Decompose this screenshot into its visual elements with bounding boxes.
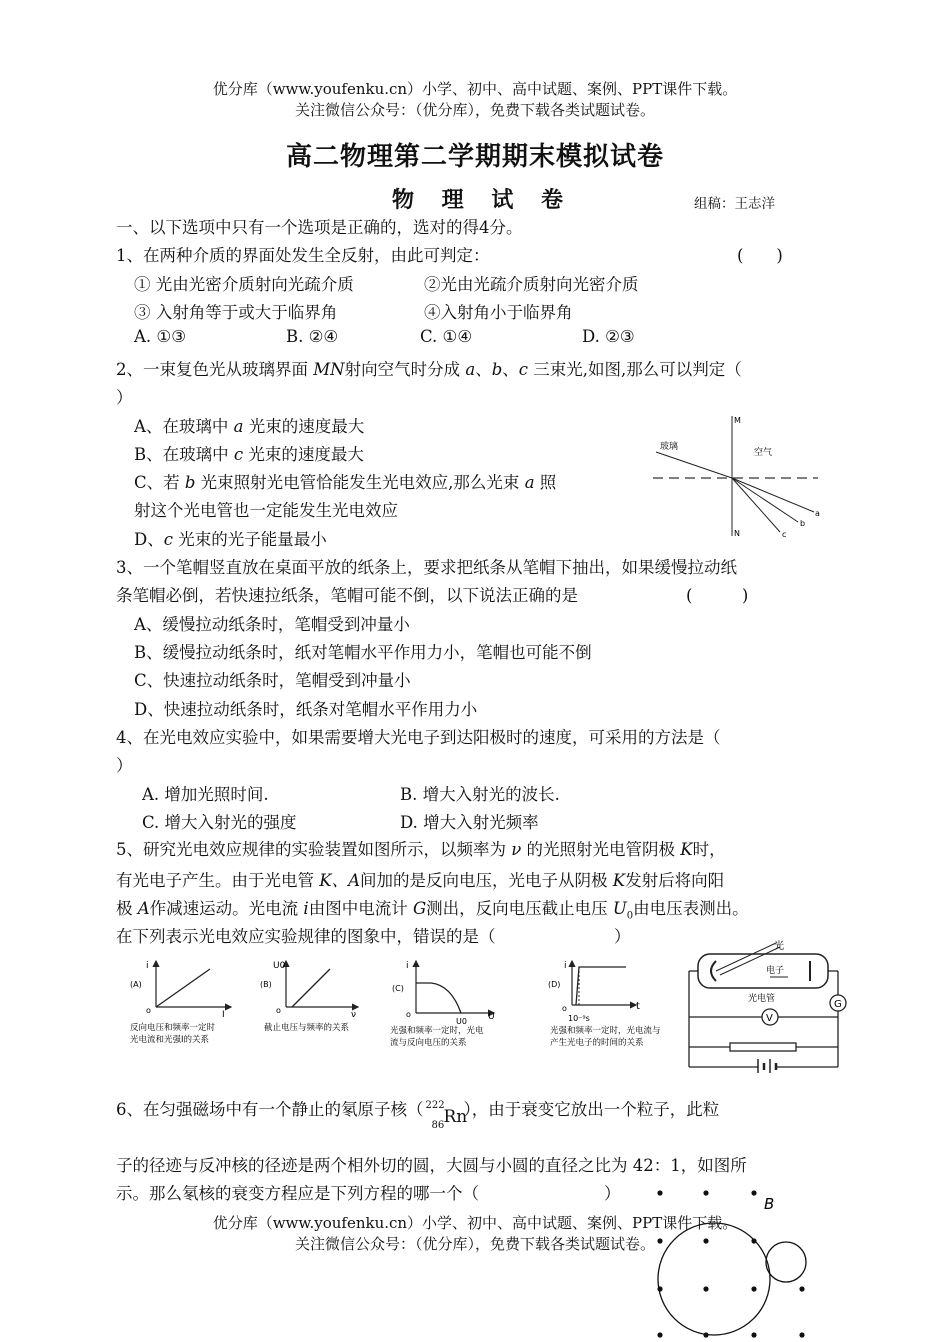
q1-option-b: B. ②④	[286, 327, 339, 346]
svg-text:(D): (D)	[548, 980, 561, 989]
large-circle-track	[658, 1223, 770, 1335]
svg-text:(B): (B)	[260, 980, 272, 989]
svg-text:t: t	[636, 1001, 640, 1012]
svg-text:o: o	[146, 1006, 151, 1015]
q1-statement-3: ③ 入射角等于或大于临界角	[134, 303, 338, 322]
graph-d-curve	[576, 967, 626, 1005]
svg-text:o: o	[562, 1004, 567, 1013]
cathode-k	[711, 961, 716, 981]
q6-stem-line-3-end: ）	[604, 1184, 621, 1203]
graph-a	[130, 961, 231, 1045]
q4-option-c: C. 增大入射光的强度	[142, 813, 297, 832]
graph-c	[390, 961, 495, 1048]
svg-text:G: G	[834, 999, 842, 1010]
svg-text:V: V	[766, 1013, 773, 1024]
q1-answer-paren: ( )	[737, 246, 783, 265]
svg-text:反向电压和频率一定时: 反向电压和频率一定时	[130, 1023, 216, 1033]
q4-stem-line-1: 4、在光电效应实验中，如果需要增大光电子到达阳极时的速度，可采用的方法是（	[116, 728, 721, 747]
q6-stem-line-2: 子的径迹与反冲核的径迹是两个相外切的圆，大圆与小圆的直径之比为 42：1，如图所	[116, 1156, 747, 1175]
svg-text:i: i	[146, 961, 149, 971]
q2-stem: 2、一束复色光从玻璃界面 MN射向空气时分成 a、b、c 三束光,如图,那么可以判定（	[116, 360, 742, 379]
svg-text:光电流和光强I的关系: 光电流和光强I的关系	[130, 1035, 210, 1045]
svg-text:(A): (A)	[130, 980, 142, 989]
svg-text:i: i	[564, 961, 567, 971]
page-subtitle: 物 理 试 卷	[392, 187, 573, 213]
label-air: 空气	[754, 448, 773, 458]
svg-text:(C): (C)	[392, 984, 404, 993]
label-n: N	[734, 529, 740, 538]
q1-option-d: D. ②③	[582, 327, 635, 346]
q2-option-d: D、c 光束的光子能量最小	[134, 530, 327, 549]
svg-text:i: i	[406, 961, 409, 971]
q1-statement-4: ④入射角小于临界角	[424, 303, 573, 322]
graph-b-line	[292, 969, 330, 1007]
q3-stem-line-2: 条笔帽必倒，若快速拉纸条，笔帽可能不倒，以下说法正确的是	[116, 586, 578, 605]
author-credit: 组稿：王志洋	[694, 196, 775, 212]
q3-option-c: C、快速拉动纸条时，笔帽受到冲量小	[134, 671, 411, 690]
footer-line-2: 关注微信公众号：（优分库），免费下载各类试题试卷。	[294, 1235, 655, 1253]
q5-stem-line-3: 极 A作减速运动。光电流 i由图中电流计 G测出，反向电压截止电压 $U_0$由电压表测出。	[116, 899, 749, 922]
svg-text:光电管: 光电管	[748, 994, 776, 1004]
q3-stem-line-1: 3、一个笔帽竖直放在桌面平放的纸条上，要求把纸条从笔帽下抽出，如果缓慢拉动纸	[116, 558, 737, 577]
small-circle-track	[766, 1242, 806, 1282]
page-title: 高二物理第二学期期末模拟试卷	[285, 142, 664, 172]
svg-text:光强和频率一定时，光电流与: 光强和频率一定时，光电流与	[550, 1026, 661, 1036]
q2-option-a: A、在玻璃中 a 光束的速度最大	[134, 417, 365, 436]
q5-stem-line-4-end: ）	[614, 927, 631, 946]
svg-text:产生光电子的时间的关系: 产生光电子的时间的关系	[550, 1038, 644, 1048]
q4-option-d: D. 增大入射光频率	[400, 813, 539, 832]
q3-option-b: B、缓慢拉动纸条时，纸对笔帽水平作用力小，笔帽也可能不倒	[134, 643, 592, 662]
field-dots	[657, 1190, 804, 1337]
svg-text:光: 光	[774, 941, 784, 952]
q1-statement-1: ① 光由光密介质射向光疏介质	[134, 275, 354, 294]
graph-d	[548, 961, 661, 1048]
svg-text:电子: 电子	[766, 966, 785, 976]
svg-text:光强和频率一定时，光电: 光强和频率一定时，光电	[390, 1026, 484, 1036]
graph-a-line	[156, 969, 210, 1007]
q5-stem-line-4: 在下列表示光电效应实验规律的图象中，错误的是（	[116, 927, 496, 946]
phototube	[698, 954, 828, 988]
q4-stem-line-2: ）	[116, 756, 133, 775]
svg-text:截止电压与频率的关系: 截止电压与频率的关系	[264, 1023, 350, 1033]
svg-text:流与反向电压的关系: 流与反向电压的关系	[390, 1038, 467, 1048]
incident-ray	[656, 452, 732, 478]
q1-statement-2: ②光由光疏介质射向光密介质	[424, 275, 639, 294]
q4-option-a: A. 增加光照时间.	[142, 785, 269, 804]
q6-stem-line-1: 6、在匀强磁场中有一个静止的氡原子核（ 222 86 Rn ），由于衰变它放出一个粒子，此粒	[116, 1099, 720, 1131]
q3-option-d: D、快速拉动纸条时，纸条对笔帽水平作用力小	[134, 700, 478, 719]
section-heading: 一、以下选项中只有一个选项是正确的，选对的得4分。	[116, 218, 523, 237]
svg-text:ν: ν	[351, 1010, 357, 1020]
header-line-1: 优分库（www.youfenku.cn）小学、初中、高中试题、案例、PPT课件下载。	[212, 80, 738, 98]
ray-a	[732, 478, 814, 512]
svg-text:10⁻⁹s: 10⁻⁹s	[568, 1014, 590, 1023]
q2-option-c-cont: 射这个光电管也一定能发生光电效应	[134, 501, 398, 520]
footer-line-1: 优分库（www.youfenku.cn）小学、初中、高中试题、案例、PPT课件下载。	[212, 1214, 738, 1232]
refraction-diagram	[648, 408, 823, 543]
graph-b	[260, 961, 358, 1033]
header-line-2: 关注微信公众号：（优分库），免费下载各类试题试卷。	[294, 101, 655, 119]
magnetic-field-diagram	[646, 1185, 826, 1342]
q3-answer-paren: ( )	[686, 586, 749, 605]
graph-c-curve	[416, 983, 461, 1013]
q5-graphs	[126, 955, 686, 1055]
label-m: M	[734, 416, 741, 425]
label-glass: 玻璃	[660, 442, 679, 452]
label-ray-b: b	[800, 519, 806, 528]
rheostat	[730, 1043, 796, 1051]
q1-option-a: A. ①③	[134, 327, 186, 346]
q2-option-b: B、在玻璃中 c 光束的速度最大	[134, 445, 364, 464]
svg-text:I: I	[222, 1010, 225, 1020]
svg-text:U: U	[488, 1012, 495, 1022]
label-ray-a: a	[815, 509, 820, 518]
q1-stem: 1、在两种介质的界面处发生全反射，由此可判定：	[116, 246, 490, 265]
photoelectric-apparatus	[686, 937, 852, 1073]
q3-option-a: A、缓慢拉动纸条时，笔帽受到冲量小	[134, 615, 410, 634]
q1-option-c: C. ①④	[420, 327, 473, 346]
svg-text:o: o	[276, 1006, 281, 1015]
label-ray-c: c	[782, 530, 787, 539]
q2-option-c: C、若 b 光束照射光电管恰能发生光电效应,那么光束 a 照	[134, 473, 557, 492]
q2-stem-end: ）	[116, 388, 133, 407]
q5-stem-line-1: 5、研究光电效应规律的实验装置如图所示，以频率为 ν 的光照射光电管阴极 K时，	[116, 840, 726, 859]
q6-stem-line-3: 示。那么氡核的衰变方程应是下列方程的哪一个（	[116, 1184, 479, 1203]
svg-text:U0: U0	[273, 961, 286, 971]
q5-stem-line-2: 有光电子产生。由于光电管 K、A间加的是反向电压，光电子从阴极 K发射后将向阳	[116, 871, 725, 890]
svg-text:o: o	[406, 1010, 411, 1019]
svg-text:U0: U0	[456, 1017, 467, 1026]
q4-option-b: B. 增大入射光的波长.	[400, 785, 560, 804]
radon-nuclide: 222 86 Rn	[425, 1099, 468, 1131]
field-label-b: B	[764, 1195, 775, 1213]
